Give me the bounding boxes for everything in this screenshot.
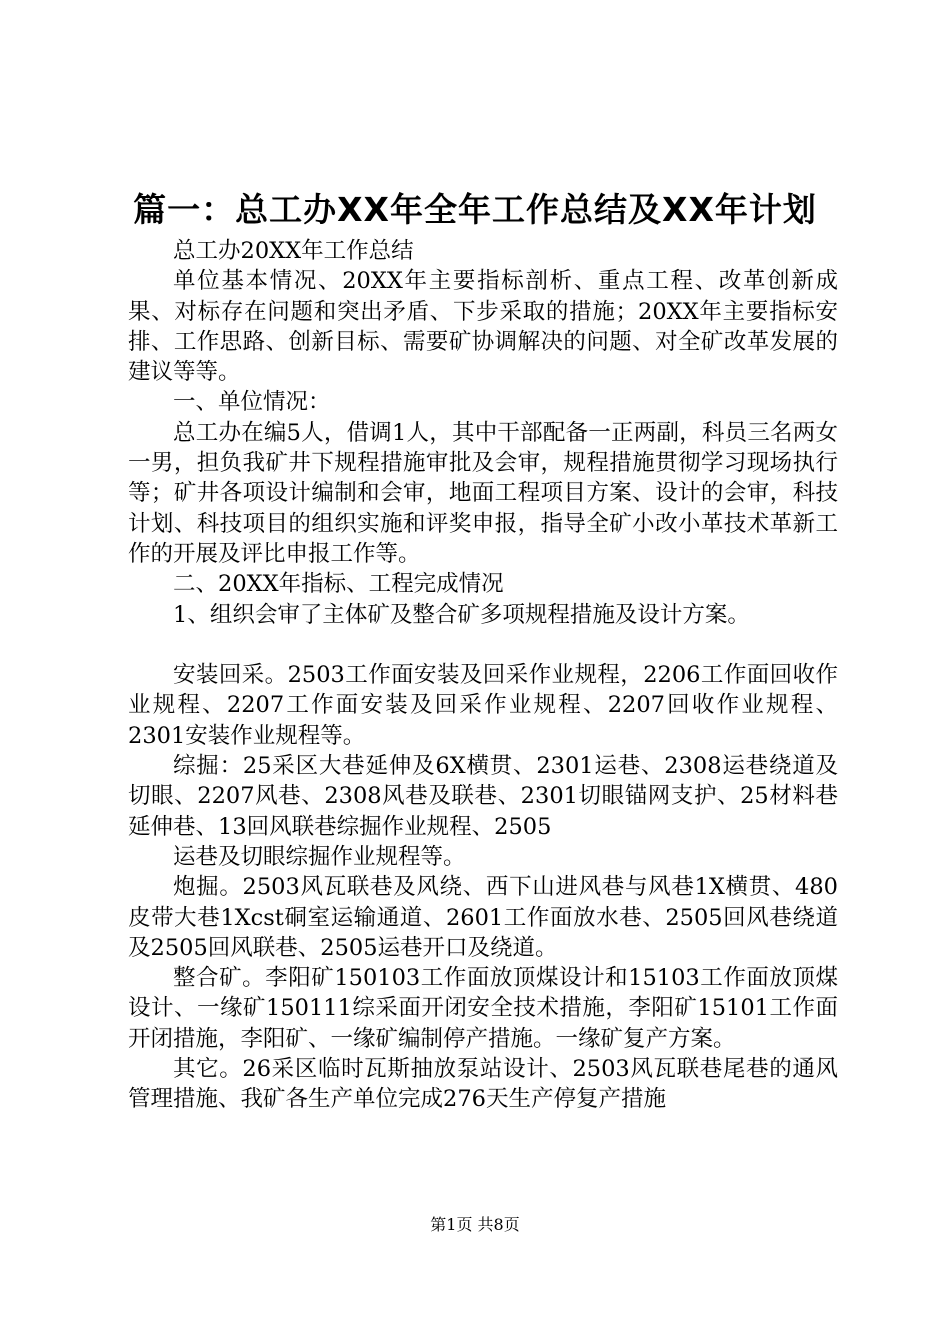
paragraph: 单位基本情况、20XX年主要指标剖析、重点工程、改革创新成果、对标存在问题和突出矛盾、下步采取的措施；20XX年主要指标安排、工作思路、创新目标、需要矿协调解决的问题、对全矿改革发展的建议等等。 bbox=[128, 268, 838, 386]
blank-line bbox=[128, 630, 838, 660]
document-title: 篇一：总工办XX年全年工作总结及XX年计划 bbox=[133, 190, 817, 229]
paragraph: 总工办在编5人，借调1人，其中干部配备一正两副，科员三名两女一男，担负我矿井下规程措施审批及会审，规程措施贯彻学习现场执行等；矿井各项设计编制和会审，地面工程项目方案、设计的会审，科技计划、科技项目的组织实施和评奖申报，指导全矿小改小革技术革新工作的开展及评比申报工作等。 bbox=[128, 419, 838, 567]
paragraph: 一、单位情况： bbox=[173, 389, 331, 416]
paragraph: 整合矿。李阳矿150103工作面放顶煤设计和15103工作面放顶煤设计、一缘矿150111综采面开闭安全技术措施，李阳矿15101工作面开闭措施，李阳矿、一缘矿编制停产措施。一缘矿复产方案。 bbox=[128, 965, 838, 1052]
paragraph: 炮掘。2503风瓦联巷及风绕、西下山进风巷与风巷1X横贯、480皮带大巷1Xcst硐室运输通道、2601工作面放水巷、2505回风巷绕道及2505回风联巷、2505运巷开口及绕道。 bbox=[128, 874, 838, 961]
page-number-footer: 第1页 共8页 bbox=[430, 1215, 520, 1234]
paragraph: 总工办20XX年工作总结 bbox=[173, 238, 414, 264]
paragraph: 二、20XX年指标、工程完成情况 bbox=[173, 571, 504, 598]
paragraph: 运巷及切眼综掘作业规程等。 bbox=[173, 843, 466, 870]
paragraph: 安装回采。2503工作面安装及回采作业规程，2206工作面回收作业规程、2207工作面安装及回采作业规程、2207回收作业规程、2301安装作业规程等。 bbox=[128, 662, 838, 749]
paragraph: 其它。26采区临时瓦斯抽放泵站设计、2503风瓦联巷尾巷的通风管理措施、我矿各生产单位完成276天生产停复产措施 bbox=[128, 1056, 838, 1113]
document-body bbox=[128, 236, 838, 1115]
paragraph: 1、组织会审了主体矿及整合矿多项规程措施及设计方案。 bbox=[173, 601, 750, 628]
paragraph: 综掘：25采区大巷延伸及6X横贯、2301运巷、2308运巷绕道及切眼、2207风巷、2308风巷及联巷、2301切眼锚网支护、25材料巷延伸巷、13回风联巷综掘作业规程、2505 bbox=[128, 753, 838, 840]
